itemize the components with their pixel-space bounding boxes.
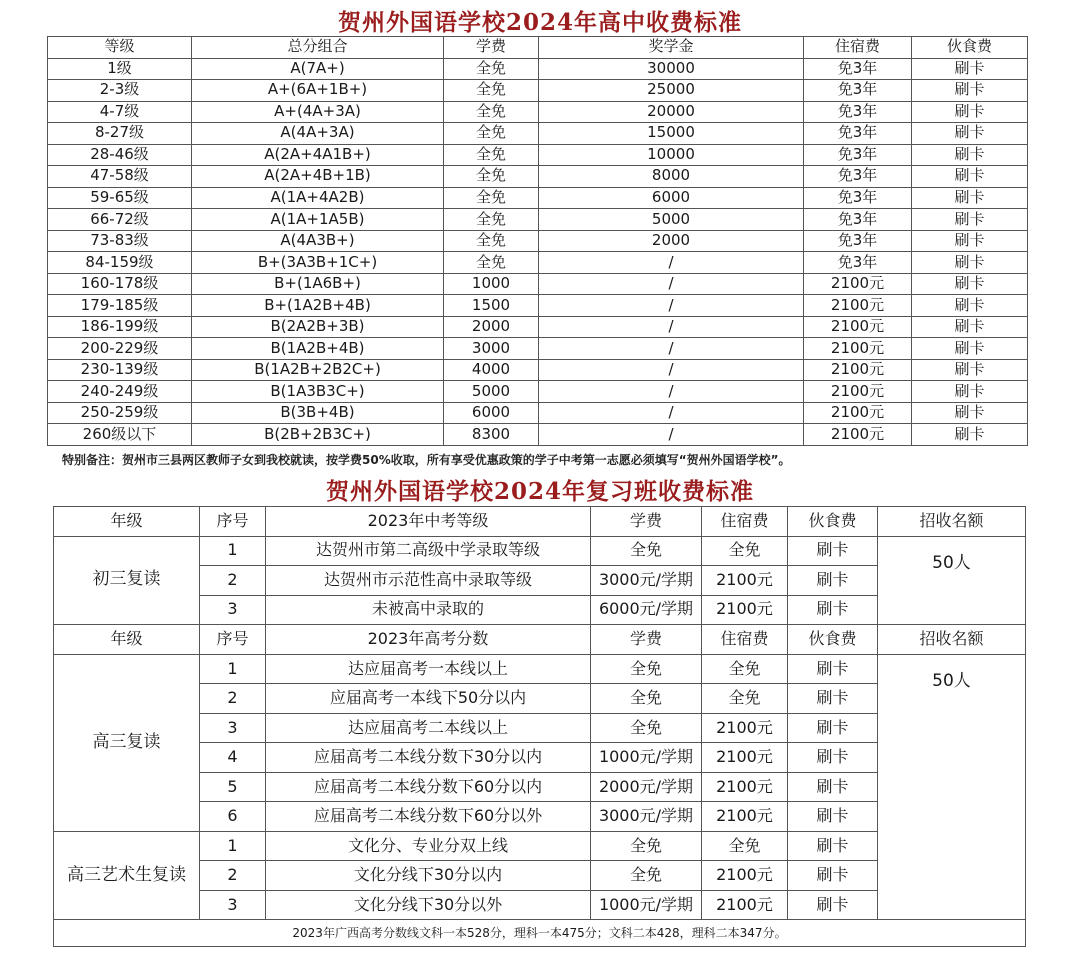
score-line-footer: 2023年广西高考分数线文科一本528分，理科一本475分；文科二本428，理科二本347分。: [54, 920, 1026, 947]
column-header: 伙食费: [788, 507, 878, 537]
repeat-class-table: [53, 506, 1026, 947]
meal-cell: 刷卡: [912, 166, 1028, 188]
table-row: [48, 144, 1028, 166]
meal-cell: 刷卡: [912, 209, 1028, 231]
score-combo-cell: A+(6A+1B+): [192, 80, 444, 102]
tuition-cell: 6000元/学期: [591, 595, 702, 625]
tuition-cell: 全免: [591, 684, 702, 714]
tuition-cell: 全免: [591, 831, 702, 861]
group-label: 高三复读: [54, 654, 200, 831]
score-combo-cell: A(2A+4A1B+): [192, 144, 444, 166]
column-header: 序号: [200, 625, 266, 655]
column-header: 2023年中考等级: [266, 507, 591, 537]
score-combo-cell: B(1A3B3C+): [192, 381, 444, 403]
index-cell: 3: [200, 713, 266, 743]
meal-cell: 刷卡: [912, 273, 1028, 295]
table-row: [48, 402, 1028, 424]
tuition-cell: 3000元/学期: [591, 802, 702, 832]
grade-cell: 59-65级: [48, 187, 192, 209]
criteria-cell: 文化分线下30分以外: [266, 890, 591, 920]
tuition-cell: 全免: [444, 123, 539, 145]
index-cell: 3: [200, 595, 266, 625]
column-header: 学费: [591, 507, 702, 537]
meal-cell: 刷卡: [788, 831, 878, 861]
boarding-cell: 2100元: [804, 381, 912, 403]
tuition-cell: 1500: [444, 295, 539, 317]
index-cell: 4: [200, 743, 266, 773]
fee-standard-title: 贺州外国语学校2024年高中收费标准: [337, 9, 742, 36]
scholarship-cell: 25000: [539, 80, 804, 102]
section-header-row: [54, 507, 1026, 537]
tuition-cell: 全免: [591, 536, 702, 566]
boarding-cell: 免3年: [804, 144, 912, 166]
score-combo-cell: B+(1A6B+): [192, 273, 444, 295]
score-combo-cell: A(1A+4A2B): [192, 187, 444, 209]
scholarship-cell: /: [539, 402, 804, 424]
column-header: 住宿费: [702, 507, 788, 537]
index-cell: 2: [200, 684, 266, 714]
meal-cell: 刷卡: [912, 123, 1028, 145]
meal-cell: 刷卡: [788, 802, 878, 832]
boarding-cell: 2100元: [804, 402, 912, 424]
index-cell: 3: [200, 890, 266, 920]
boarding-cell: 免3年: [804, 58, 912, 80]
column-header: 伙食费: [912, 37, 1028, 59]
tuition-cell: 2000: [444, 316, 539, 338]
grade-cell: 28-46级: [48, 144, 192, 166]
criteria-cell: 文化分线下30分以内: [266, 861, 591, 891]
table-row: [48, 80, 1028, 102]
score-combo-cell: B(2B+2B3C+): [192, 424, 444, 446]
grade-cell: 8-27级: [48, 123, 192, 145]
boarding-cell: 免3年: [804, 209, 912, 231]
grade-cell: 186-199级: [48, 316, 192, 338]
index-cell: 1: [200, 831, 266, 861]
meal-cell: 刷卡: [788, 890, 878, 920]
scholarship-cell: 8000: [539, 166, 804, 188]
column-header: 2023年高考分数: [266, 625, 591, 655]
scholarship-cell: /: [539, 359, 804, 381]
meal-cell: 刷卡: [788, 654, 878, 684]
table-row: [48, 230, 1028, 252]
boarding-cell: 免3年: [804, 230, 912, 252]
fee-header-row: [48, 37, 1028, 59]
scholarship-cell: /: [539, 381, 804, 403]
scholarship-cell: 30000: [539, 58, 804, 80]
tuition-cell: 8300: [444, 424, 539, 446]
grade-cell: 2-3级: [48, 80, 192, 102]
scholarship-cell: 2000: [539, 230, 804, 252]
boarding-cell: 2100元: [804, 424, 912, 446]
meal-cell: 刷卡: [788, 743, 878, 773]
grade-cell: 240-249级: [48, 381, 192, 403]
criteria-cell: 应届高考一本线下50分以内: [266, 684, 591, 714]
scholarship-cell: /: [539, 295, 804, 317]
table-row: [48, 338, 1028, 360]
criteria-cell: 未被高中录取的: [266, 595, 591, 625]
index-cell: 6: [200, 802, 266, 832]
boarding-cell: 免3年: [804, 187, 912, 209]
criteria-cell: 应届高考二本线分数下60分以外: [266, 802, 591, 832]
score-combo-cell: A(4A3B+): [192, 230, 444, 252]
scholarship-cell: 15000: [539, 123, 804, 145]
tuition-cell: 6000: [444, 402, 539, 424]
scholarship-cell: /: [539, 338, 804, 360]
tuition-cell: 全免: [444, 58, 539, 80]
table-row: [48, 252, 1028, 274]
tuition-cell: 4000: [444, 359, 539, 381]
repeat-table-body: [54, 507, 1026, 947]
scholarship-cell: 10000: [539, 144, 804, 166]
table-row: [48, 123, 1028, 145]
grade-cell: 250-259级: [48, 402, 192, 424]
meal-cell: 刷卡: [912, 424, 1028, 446]
criteria-cell: 文化分、专业分双上线: [266, 831, 591, 861]
tuition-cell: 全免: [444, 80, 539, 102]
meal-cell: 刷卡: [912, 144, 1028, 166]
table-row: [48, 381, 1028, 403]
special-note: 特别备注：贺州市三县两区教师子女到我校就读，按学费50%收取，所有享受优惠政策的学子中考第一志愿必须填写“贺州外国语学校”。: [62, 453, 791, 467]
boarding-cell: 免3年: [804, 252, 912, 274]
boarding-cell: 2100元: [804, 359, 912, 381]
meal-cell: 刷卡: [788, 536, 878, 566]
boarding-cell: 2100元: [702, 566, 788, 596]
boarding-cell: 2100元: [702, 772, 788, 802]
index-cell: 2: [200, 566, 266, 596]
scholarship-cell: 20000: [539, 101, 804, 123]
score-combo-cell: B(1A2B+4B): [192, 338, 444, 360]
boarding-cell: 免3年: [804, 166, 912, 188]
tuition-cell: 全免: [444, 101, 539, 123]
boarding-cell: 2100元: [702, 595, 788, 625]
boarding-cell: 2100元: [702, 713, 788, 743]
index-cell: 5: [200, 772, 266, 802]
table-row: [48, 359, 1028, 381]
table-row: [48, 187, 1028, 209]
boarding-cell: 全免: [702, 831, 788, 861]
index-cell: 1: [200, 654, 266, 684]
column-header: 住宿费: [702, 625, 788, 655]
table-row: [48, 58, 1028, 80]
group-label: 高三艺术生复读: [54, 831, 200, 920]
table-row: [48, 295, 1028, 317]
index-cell: 2: [200, 861, 266, 891]
score-combo-cell: A(1A+1A5B): [192, 209, 444, 231]
score-combo-cell: A(4A+3A): [192, 123, 444, 145]
meal-cell: 刷卡: [788, 861, 878, 891]
score-combo-cell: B(3B+4B): [192, 402, 444, 424]
column-header: 招收名额: [878, 507, 1026, 537]
criteria-cell: 达贺州市第二高级中学录取等级: [266, 536, 591, 566]
criteria-cell: 应届高考二本线分数下60分以内: [266, 772, 591, 802]
section-header-row: [54, 625, 1026, 655]
criteria-cell: 应届高考二本线分数下30分以内: [266, 743, 591, 773]
table-row: [48, 166, 1028, 188]
column-header: 等级: [48, 37, 192, 59]
criteria-cell: 达贺州市示范性高中录取等级: [266, 566, 591, 596]
boarding-cell: 2100元: [702, 802, 788, 832]
grade-cell: 230-139级: [48, 359, 192, 381]
boarding-cell: 2100元: [804, 316, 912, 338]
grade-cell: 4-7级: [48, 101, 192, 123]
grade-cell: 47-58级: [48, 166, 192, 188]
tuition-cell: 2000元/学期: [591, 772, 702, 802]
scholarship-cell: 6000: [539, 187, 804, 209]
criteria-cell: 达应届高考一本线以上: [266, 654, 591, 684]
scholarship-cell: 5000: [539, 209, 804, 231]
boarding-cell: 全免: [702, 536, 788, 566]
score-combo-cell: A(2A+4B+1B): [192, 166, 444, 188]
tuition-cell: 1000元/学期: [591, 890, 702, 920]
scholarship-cell: /: [539, 273, 804, 295]
boarding-cell: 2100元: [804, 273, 912, 295]
tuition-cell: 全免: [444, 144, 539, 166]
column-header: 总分组合: [192, 37, 444, 59]
boarding-cell: 2100元: [702, 743, 788, 773]
score-combo-cell: B+(1A2B+4B): [192, 295, 444, 317]
meal-cell: 刷卡: [912, 295, 1028, 317]
meal-cell: 刷卡: [788, 772, 878, 802]
score-combo-cell: B(2A2B+3B): [192, 316, 444, 338]
table-row: [48, 316, 1028, 338]
quota-cell: 50人: [878, 654, 1026, 920]
tuition-cell: 1000元/学期: [591, 743, 702, 773]
table-row: [54, 920, 1026, 947]
meal-cell: 刷卡: [912, 338, 1028, 360]
boarding-cell: 免3年: [804, 80, 912, 102]
boarding-cell: 免3年: [804, 101, 912, 123]
meal-cell: 刷卡: [912, 402, 1028, 424]
tuition-cell: 全免: [444, 187, 539, 209]
meal-cell: 刷卡: [912, 316, 1028, 338]
boarding-cell: 2100元: [702, 890, 788, 920]
table-row: [48, 101, 1028, 123]
grade-cell: 1级: [48, 58, 192, 80]
boarding-cell: 2100元: [804, 295, 912, 317]
tuition-cell: 全免: [444, 209, 539, 231]
tuition-cell: 5000: [444, 381, 539, 403]
scholarship-cell: /: [539, 252, 804, 274]
tuition-cell: 全免: [591, 861, 702, 891]
score-combo-cell: B(1A2B+2B2C+): [192, 359, 444, 381]
grade-cell: 73-83级: [48, 230, 192, 252]
repeat-class-title: 贺州外国语学校2024年复习班收费标准: [325, 478, 754, 505]
grade-cell: 84-159级: [48, 252, 192, 274]
meal-cell: 刷卡: [912, 252, 1028, 274]
meal-cell: 刷卡: [912, 359, 1028, 381]
tuition-cell: 全免: [444, 230, 539, 252]
meal-cell: 刷卡: [912, 58, 1028, 80]
criteria-cell: 达应届高考二本线以上: [266, 713, 591, 743]
meal-cell: 刷卡: [912, 381, 1028, 403]
fee-table-body: [48, 37, 1028, 446]
boarding-cell: 2100元: [702, 861, 788, 891]
tuition-cell: 全免: [591, 713, 702, 743]
meal-cell: 刷卡: [912, 101, 1028, 123]
tuition-cell: 3000元/学期: [591, 566, 702, 596]
grade-cell: 179-185级: [48, 295, 192, 317]
meal-cell: 刷卡: [788, 684, 878, 714]
meal-cell: 刷卡: [788, 713, 878, 743]
grade-cell: 200-229级: [48, 338, 192, 360]
table-row: [48, 273, 1028, 295]
score-combo-cell: A(7A+): [192, 58, 444, 80]
column-header: 住宿费: [804, 37, 912, 59]
column-header: 招收名额: [878, 625, 1026, 655]
scholarship-cell: /: [539, 424, 804, 446]
tuition-cell: 1000: [444, 273, 539, 295]
quota-cell: 50人: [878, 536, 1026, 625]
tuition-cell: 全免: [444, 166, 539, 188]
table-row: [54, 536, 1026, 566]
fee-standard-table: [47, 36, 1028, 446]
table-row: [48, 209, 1028, 231]
meal-cell: 刷卡: [912, 80, 1028, 102]
group-label: 初三复读: [54, 536, 200, 625]
column-header: 学费: [591, 625, 702, 655]
grade-cell: 66-72级: [48, 209, 192, 231]
meal-cell: 刷卡: [912, 230, 1028, 252]
table-row: [54, 654, 1026, 684]
tuition-cell: 3000: [444, 338, 539, 360]
grade-cell: 160-178级: [48, 273, 192, 295]
column-header: 奖学金: [539, 37, 804, 59]
meal-cell: 刷卡: [912, 187, 1028, 209]
score-combo-cell: B+(3A3B+1C+): [192, 252, 444, 274]
score-combo-cell: A+(4A+3A): [192, 101, 444, 123]
column-header: 年级: [54, 507, 200, 537]
column-header: 序号: [200, 507, 266, 537]
boarding-cell: 全免: [702, 684, 788, 714]
boarding-cell: 2100元: [804, 338, 912, 360]
column-header: 伙食费: [788, 625, 878, 655]
meal-cell: 刷卡: [788, 566, 878, 596]
boarding-cell: 全免: [702, 654, 788, 684]
column-header: 学费: [444, 37, 539, 59]
column-header: 年级: [54, 625, 200, 655]
grade-cell: 260级以下: [48, 424, 192, 446]
meal-cell: 刷卡: [788, 595, 878, 625]
index-cell: 1: [200, 536, 266, 566]
boarding-cell: 免3年: [804, 123, 912, 145]
tuition-cell: 全免: [591, 654, 702, 684]
tuition-cell: 全免: [444, 252, 539, 274]
scholarship-cell: /: [539, 316, 804, 338]
table-row: [48, 424, 1028, 446]
